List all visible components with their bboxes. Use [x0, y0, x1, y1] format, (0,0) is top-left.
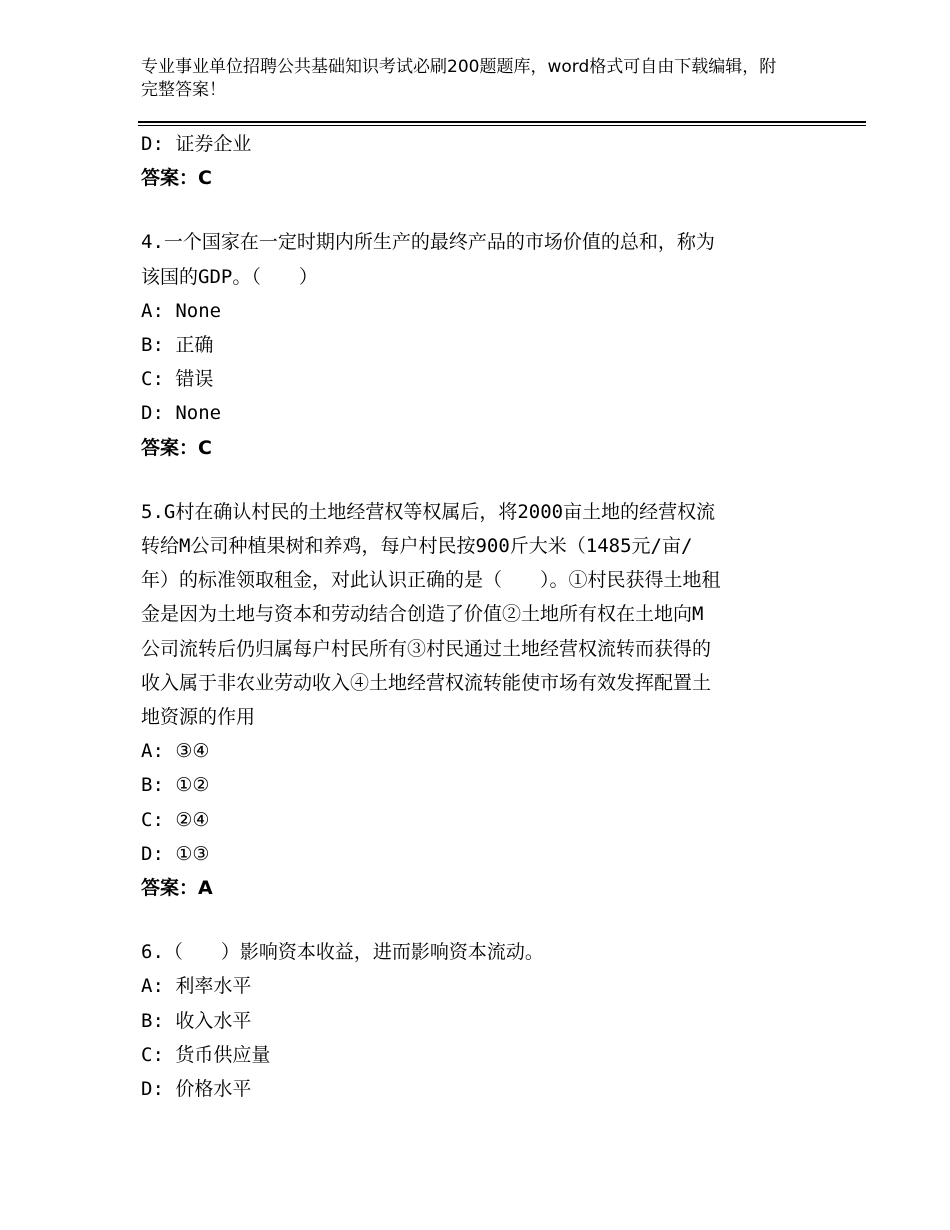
question-stem-line: 该国的GDP。（ ）	[141, 265, 318, 288]
option-d: D: None	[141, 402, 222, 425]
option-d: D: 证券企业	[141, 133, 252, 155]
option-b: B: ①②	[141, 774, 210, 797]
option-a: A: None	[141, 299, 222, 322]
answer-line: 答案：C	[141, 167, 212, 190]
spacer	[141, 195, 806, 225]
question-content	[141, 127, 806, 1106]
question-stem-line: 转给M公司种植果树和养鸡，每户村民按900斤大米（1485元/亩/	[141, 535, 693, 558]
question-stem-line: 地资源的作用	[141, 706, 256, 729]
question-stem-line: 公司流转后仍归属每户村民所有③村民通过土地经营权流转而获得的	[141, 637, 712, 660]
spacer	[141, 465, 806, 495]
question-4	[141, 225, 806, 464]
page-header: 专业事业单位招聘公共基础知识考试必刷200题题库，word格式可自由下载编辑，附完整答案！	[141, 57, 777, 100]
option-c: C: ②④	[141, 808, 210, 831]
answer-line: 答案：A	[141, 877, 213, 900]
option-d: D: ①③	[141, 842, 210, 865]
option-b: B: 正确	[141, 334, 214, 357]
question-stem-line: 收入属于非农业劳动收入④土地经营权流转能使市场有效发挥配置土	[141, 671, 712, 694]
option-a: A: 利率水平	[141, 975, 252, 998]
question-stem-line: 4.一个国家在一定时期内所生产的最终产品的市场价值的总和，称为	[141, 231, 715, 254]
question-stem-line: 年）的标准领取租金，对此认识正确的是（ ）。①村民获得土地租	[141, 569, 721, 592]
option-b: B: 收入水平	[141, 1009, 252, 1032]
header-rule-thin	[138, 125, 866, 126]
option-d: D: 价格水平	[141, 1078, 252, 1101]
spacer	[141, 905, 806, 935]
question-6	[141, 935, 806, 1106]
option-c: C: 货币供应量	[141, 1043, 271, 1066]
option-a: A: ③④	[141, 740, 210, 763]
question-stem-line: 5.G村在确认村民的土地经营权等权属后，将2000亩土地的经营权流	[141, 500, 716, 523]
question-stem-line: 金是因为土地与资本和劳动结合创造了价值②土地所有权在土地向M	[141, 603, 704, 626]
answer-line: 答案：C	[141, 436, 212, 459]
question-5	[141, 495, 806, 905]
question-stem-line: 6.（ ）影响资本收益，进而影响资本流动。	[141, 941, 544, 964]
header-rule-thick	[138, 121, 866, 123]
option-c: C: 错误	[141, 368, 214, 391]
